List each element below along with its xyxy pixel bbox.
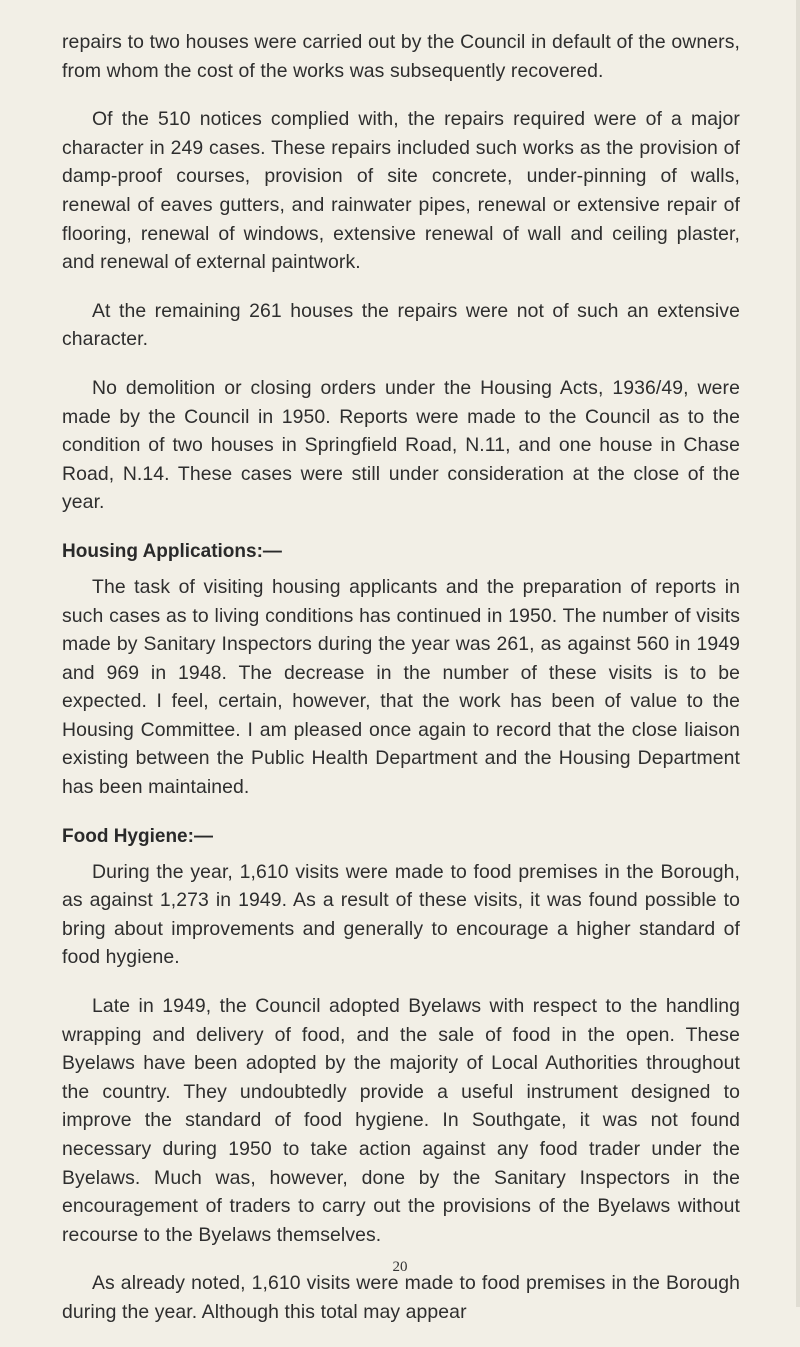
heading-food-hygiene: Food Hygiene:— bbox=[62, 825, 213, 847]
paragraph-notices: Of the 510 notices complied with, the repairs required were of a major character in 249 cases. These repairs included such works as the provision of damp-proof courses, provision of site concrete, under-pinning of walls, renewal of eaves gutters, and rainwater pipes, renewal or extensive repair of flooring, renewal of windows, extensive renewal of wall and ceiling plaster, and renewal of external paintwork. bbox=[62, 108, 740, 274]
paragraph-byelaws: Late in 1949, the Council adopted Byelaws with respect to the handling wrapping and delivery of food, and the sale of food in the open. These Byelaws have been adopted by the majority of Local Authorities throughout the country. They undoubtedly provide a useful instrument designed to improve the standard of food hygiene. In Southgate, it was not found necessary during 1950 to take action against any food trader under the Byelaws. Much was, however, done by the Sanitary Inspectors in the encouragement of traders to carry out the provisions of the Byelaws without recourse to the Byelaws themselves. bbox=[62, 995, 740, 1246]
paragraph-continuation: repairs to two houses were carried out by the Council in default of the owners, from whom the cost of the works was subsequently recovered. bbox=[62, 31, 740, 82]
page-edge-divider bbox=[796, 0, 800, 1307]
paragraph-remaining-houses: At the remaining 261 houses the repairs were not of such an extensive character. bbox=[62, 299, 740, 351]
paragraph-demolition: No demolition or closing orders under the Housing Acts, 1936/49, were made by the Council in 1950. Reports were made to the Council as to the condition of two houses in Springfield Road, N.11, and one house in Chase Road, N.14. These cases were still under consideration at the close of the year. bbox=[62, 376, 740, 514]
paragraph-already-noted: As already noted, 1,610 visits were made to food premises in the Borough during the year. Although this total may appear bbox=[62, 1272, 740, 1323]
heading-housing-applications: Housing Applications:— bbox=[62, 540, 282, 562]
page-number: 20 bbox=[392, 1259, 408, 1275]
paragraph-food-visits: During the year, 1,610 visits were made to food premises in the Borough, as against 1,273 in 1949. As a result of these visits, it was found possible to bring about improvements and generally to encourage a higher standard of food hygiene. bbox=[62, 860, 740, 969]
document-page bbox=[62, 28, 740, 1347]
paragraph-housing-applications: The task of visiting housing applicants and the preparation of reports in such cases as to living conditions has continued in 1950. The number of visits made by Sanitary Inspectors during the year was 261, as against 560 in 1949 and 969 in 1948. The decrease in the number of these visits is to be expected. I feel, certain, however, that the work has been of value to the Housing Committee. I am pleased once again to record that the close liaison existing between the Public Health Department and the Housing Department has been maintained. bbox=[62, 575, 740, 799]
